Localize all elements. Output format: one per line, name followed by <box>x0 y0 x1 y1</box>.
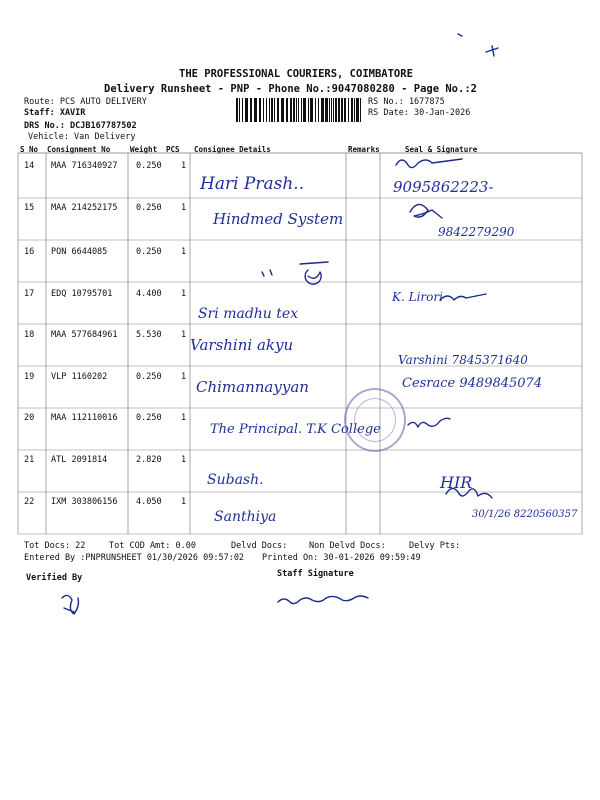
consignee-hand-19: Chimannayyan <box>196 378 309 396</box>
cell-pcs: 1 <box>181 330 187 340</box>
cell-consignment: MAA 214252175 <box>51 203 118 213</box>
cell-sno: 17 <box>24 289 35 299</box>
cell-pcs: 1 <box>181 372 187 382</box>
col-pcs: PCS <box>166 145 180 154</box>
consignee-hand-15: Hindmed System <box>213 210 344 228</box>
col-consignee: Consignee Details <box>194 145 271 154</box>
cell-weight: 4.050 <box>136 497 162 507</box>
cell-consignment: VLP 1160202 <box>51 372 108 382</box>
cell-sno: 21 <box>24 455 35 465</box>
cell-consignment: MAA 112110016 <box>51 413 118 423</box>
sign-hand-17: K. Lirori <box>392 290 443 304</box>
cell-sno: 22 <box>24 497 35 507</box>
company-title: THE PROFESSIONAL COURIERS, COIMBATORE <box>179 68 413 80</box>
cell-sno: 20 <box>24 413 35 423</box>
consignee-hand-14: Hari Prash.. <box>200 174 305 194</box>
cell-weight: 0.250 <box>136 372 162 382</box>
cell-consignment: ATL 2091814 <box>51 455 108 465</box>
cell-pcs: 1 <box>181 289 187 299</box>
tot-docs: Tot Docs: 22 <box>24 541 86 551</box>
col-weight: Weight <box>130 145 158 154</box>
sign-hand-14: 9095862223- <box>393 178 494 196</box>
non-delvd-docs: Non Delvd Docs: <box>309 541 386 551</box>
tot-cod: Tot COD Amt: 0.00 <box>109 541 196 551</box>
cell-sno: 18 <box>24 330 35 340</box>
cell-pcs: 1 <box>181 247 187 257</box>
rs-number: RS No.: 1677875 <box>368 97 445 107</box>
cell-sno: 15 <box>24 203 35 213</box>
cell-weight: 0.250 <box>136 247 162 257</box>
drs-number: DRS No.: DCJB167787502 <box>24 121 137 131</box>
cell-sno: 14 <box>24 161 35 171</box>
col-remarks: Remarks <box>348 145 380 154</box>
delvd-docs: Delvd Docs: <box>231 541 288 551</box>
cell-consignment: PON 6644085 <box>51 247 108 257</box>
delvy-pts: Delvy Pts: <box>409 541 461 551</box>
cell-pcs: 1 <box>181 455 187 465</box>
sign-hand-22: 30/1/26 8220560357 <box>472 509 578 520</box>
consignee-hand-20: The Principal. T.K College <box>210 422 381 437</box>
rs-date: RS Date: 30-Jan-2026 <box>368 108 471 118</box>
staff-signature-label: Staff Signature <box>277 569 354 579</box>
cell-pcs: 1 <box>181 161 187 171</box>
route-label: Route: PCS AUTO DELIVERY <box>24 97 147 107</box>
cell-weight: 0.250 <box>136 161 162 171</box>
consignee-hand-17: Sri madhu tex <box>198 306 299 322</box>
cell-weight: 0.250 <box>136 413 162 423</box>
consignee-hand-21: Subash. <box>207 472 264 488</box>
cell-pcs: 1 <box>181 497 187 507</box>
cell-consignment: IXM 303806156 <box>51 497 118 507</box>
cell-pcs: 1 <box>181 203 187 213</box>
cell-weight: 0.250 <box>136 203 162 213</box>
printed-on: Printed On: 30-01-2026 09:59:49 <box>262 553 421 563</box>
cell-sno: 19 <box>24 372 35 382</box>
vehicle-label: Vehicle: Van Delivery <box>28 132 136 142</box>
consignee-hand-22: Santhiya <box>214 509 277 525</box>
cell-sno: 16 <box>24 247 35 257</box>
col-seal: Seal & Signature <box>405 145 478 154</box>
sign-hand-15: 9842279290 <box>438 225 515 239</box>
consignee-hand-18: Varshini akyu <box>190 336 294 354</box>
company-stamp <box>344 388 406 452</box>
cell-consignment: MAA 716340927 <box>51 161 118 171</box>
cell-pcs: 1 <box>181 413 187 423</box>
entered-by: Entered By :PNPRUNSHEET 01/30/2026 09:57:02 <box>24 553 245 563</box>
cell-weight: 4.400 <box>136 289 162 299</box>
cell-weight: 2.820 <box>136 455 162 465</box>
runsheet-title: Delivery Runsheet - PNP - Phone No.:9047080280 - Page No.:2 <box>104 83 477 95</box>
col-consignment: Consignment No <box>47 145 111 154</box>
cell-weight: 5.530 <box>136 330 162 340</box>
verified-by-label: Verified By <box>26 573 83 583</box>
sign-hand-20: Cesrace 9489845074 <box>402 376 543 391</box>
col-sno: S No <box>20 145 39 154</box>
cell-consignment: MAA 577684961 <box>51 330 118 340</box>
staff-label: Staff: XAVIR <box>24 108 86 118</box>
sign-hand-19: Varshini 7845371640 <box>398 353 528 367</box>
cell-consignment: EDQ 10795701 <box>51 289 113 299</box>
sign-hand-21: HIR <box>440 473 473 492</box>
